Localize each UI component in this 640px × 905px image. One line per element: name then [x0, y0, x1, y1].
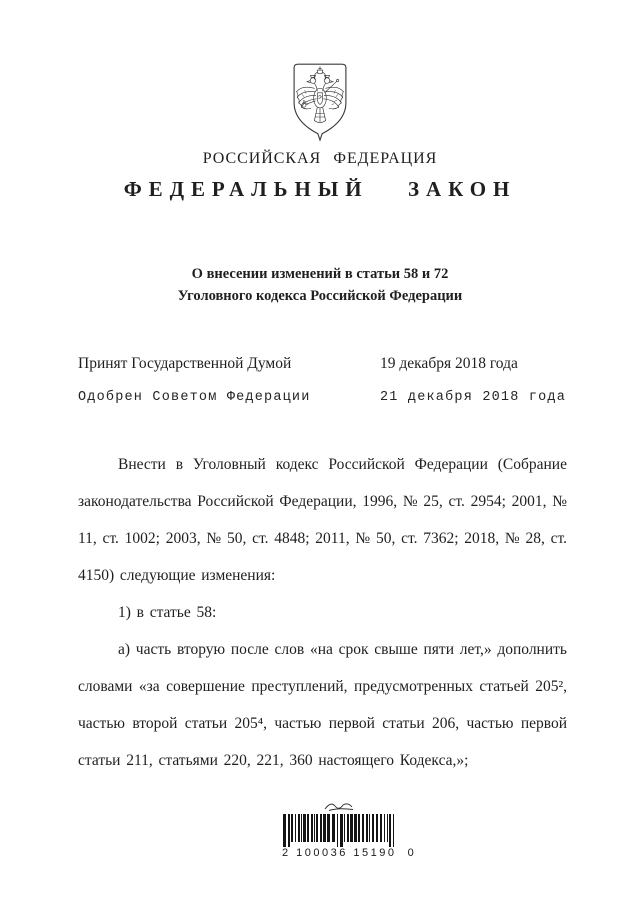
body-paragraph: а) часть вторую после слов «на срок свыше пяти лет,» дополнить словами «за совершение преступлений, предусмотренных статьей 205², частью второй статьи 205⁴, частью первой статьи 206, частью первой статьи 211, статьями 220, 221, 360 настоящего Кодекса,»; [78, 641, 567, 769]
adoption-date: 21 декабря 2018 года [380, 390, 567, 405]
doc-type-title: ФЕДЕРАЛЬНЫЙ ЗАКОН [123, 177, 517, 201]
body-paragraph: Внести в Уголовный кодекс Российской Федерации (Собрание законодательства Российской Федерации, 1996, № 25, ст. 2954; 2001, № 11, ст. 1002; 2003, № 50, ст. 4848; 2011, № 50, ст. 7362; 2018, № 28, ст. 4150) следующие изменения: [78, 456, 568, 584]
country-name: РОССИЙСКАЯ ФЕДЕРАЦИЯ [202, 150, 438, 167]
adoption-row-duma [78, 352, 567, 376]
body-paragraph: 1) в статье 58: [118, 604, 217, 621]
barcode-bars [282, 814, 396, 847]
double-headed-eagle-icon [285, 60, 355, 146]
signature-squiggle-icon [282, 797, 396, 813]
adoption-label: Принят Государственной Думой [78, 355, 292, 372]
barcode [282, 797, 417, 859]
adoption-block [78, 352, 567, 409]
law-title [0, 263, 640, 307]
law-body [78, 446, 567, 779]
coat-of-arms [0, 60, 640, 151]
adoption-label: Одобрен Советом Федерации [78, 390, 311, 405]
law-title-line1: О внесении изменений в статьи 58 и 72 [191, 266, 449, 282]
barcode-digits: 2 100036 15190 0 [282, 847, 417, 859]
law-title-line2: Уголовного кодекса Российской Федерации [177, 288, 463, 304]
adoption-date: 19 декабря 2018 года [380, 355, 518, 372]
adoption-row-council [78, 387, 567, 409]
